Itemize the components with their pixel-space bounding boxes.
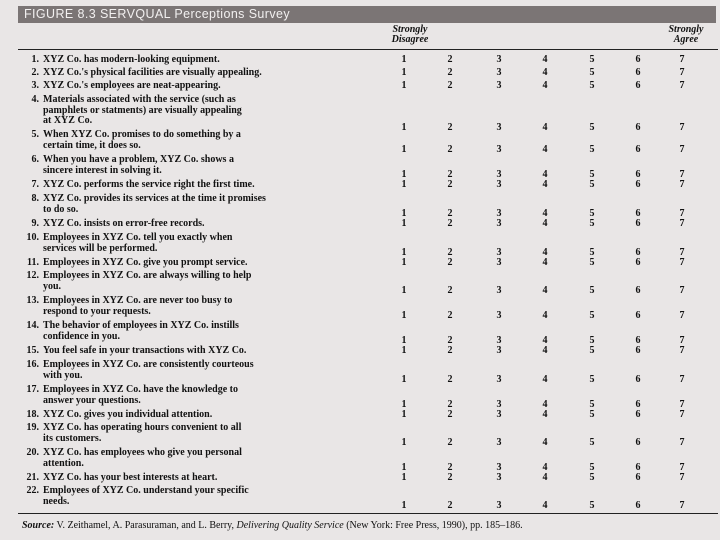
survey-item — [22, 423, 374, 444]
item-statement-line: Employees in XYZ Co. have the knowledge to — [43, 384, 239, 395]
rating-option-7[interactable]: 7 — [679, 67, 685, 78]
rating-option-4[interactable]: 4 — [542, 374, 548, 385]
rating-option-3[interactable]: 3 — [496, 208, 502, 219]
item-number: 16. — [26, 359, 39, 370]
rating-option-4[interactable]: 4 — [542, 345, 548, 356]
rating-option-5[interactable]: 5 — [589, 399, 595, 410]
rating-option-2[interactable]: 2 — [447, 257, 453, 268]
item-statement-line: You feel safe in your transactions with XYZ Co. — [43, 345, 247, 356]
survey-item — [22, 296, 374, 317]
rating-option-5[interactable]: 5 — [589, 54, 595, 65]
item-number: 18. — [26, 409, 39, 420]
rating-option-5[interactable]: 5 — [589, 472, 595, 483]
item-number: 2. — [31, 67, 39, 78]
item-statement-line: XYZ Co. has your best interests at heart. — [43, 472, 218, 483]
rating-option-6[interactable]: 6 — [635, 409, 641, 420]
rating-option-6[interactable]: 6 — [635, 247, 641, 258]
rating-option-4[interactable]: 4 — [542, 409, 548, 420]
rating-option-5[interactable]: 5 — [589, 500, 595, 511]
rating-option-4[interactable]: 4 — [542, 437, 548, 448]
rating-option-2[interactable]: 2 — [447, 285, 453, 296]
rating-option-7[interactable]: 7 — [679, 345, 685, 356]
rating-option-6[interactable]: 6 — [635, 285, 641, 296]
item-statement-line: to do so. — [43, 203, 79, 215]
rating-option-6[interactable]: 6 — [635, 218, 641, 229]
rating-option-4[interactable]: 4 — [542, 285, 548, 296]
survey-item — [22, 233, 374, 254]
rating-option-3[interactable]: 3 — [496, 437, 502, 448]
item-statement-line: its customers. — [43, 432, 102, 444]
item-number: 9. — [31, 218, 39, 229]
rating-option-6[interactable]: 6 — [635, 472, 641, 483]
source-citation — [22, 520, 712, 531]
survey-item — [22, 180, 374, 191]
item-statement-line: needs. — [43, 495, 70, 507]
source-authors: V. Zeithamel, A. Parasuraman, and L. Berry, — [54, 520, 237, 531]
rating-option-5[interactable]: 5 — [589, 122, 595, 133]
item-number: 22. — [26, 485, 39, 496]
item-statement-line: pamphlets or statments) are visually appealing — [43, 104, 242, 116]
item-number: 19. — [26, 422, 39, 433]
item-number: 4. — [31, 94, 39, 105]
rating-option-6[interactable]: 6 — [635, 335, 641, 346]
rating-option-2[interactable]: 2 — [447, 500, 453, 511]
rating-option-1[interactable]: 1 — [401, 500, 407, 511]
item-number: 5. — [31, 129, 39, 140]
rating-option-7[interactable]: 7 — [679, 247, 685, 258]
item-statement-line: XYZ Co.'s physical facilities are visually appealing. — [43, 67, 262, 78]
rating-option-2[interactable]: 2 — [447, 122, 453, 133]
item-number: 20. — [26, 447, 39, 458]
rating-option-5[interactable]: 5 — [589, 345, 595, 356]
rating-option-4[interactable]: 4 — [542, 462, 548, 473]
rating-option-4[interactable]: 4 — [542, 208, 548, 219]
rating-option-2[interactable]: 2 — [447, 247, 453, 258]
rating-option-5[interactable]: 5 — [589, 257, 595, 268]
rating-option-3[interactable]: 3 — [496, 345, 502, 356]
rating-option-3[interactable]: 3 — [496, 285, 502, 296]
rating-option-4[interactable]: 4 — [542, 310, 548, 321]
rating-option-7[interactable]: 7 — [679, 218, 685, 229]
rating-option-3[interactable]: 3 — [496, 218, 502, 229]
rating-option-3[interactable]: 3 — [496, 144, 502, 155]
rating-option-6[interactable]: 6 — [635, 437, 641, 448]
rating-option-1[interactable]: 1 — [401, 409, 407, 420]
rating-option-2[interactable]: 2 — [447, 472, 453, 483]
rating-option-5[interactable]: 5 — [589, 218, 595, 229]
item-statement-line: Materials associated with the service (such as — [43, 94, 236, 105]
item-statement-line: When you have a problem, XYZ Co. shows a — [43, 154, 234, 165]
item-number: 7. — [31, 179, 39, 190]
survey-item — [22, 258, 374, 269]
item-statement-line: at XYZ Co. — [43, 115, 93, 126]
item-statement-line: Employees of XYZ Co. understand your specific — [43, 485, 249, 496]
survey-item — [22, 410, 374, 421]
survey-item — [22, 346, 374, 357]
rating-option-7[interactable]: 7 — [679, 462, 685, 473]
rating-option-1[interactable]: 1 — [401, 310, 407, 321]
rating-option-5[interactable]: 5 — [589, 409, 595, 420]
rating-option-6[interactable]: 6 — [635, 144, 641, 155]
rating-option-4[interactable]: 4 — [542, 500, 548, 511]
source-publisher: (New York: Free Press, 1990), pp. 185–186. — [343, 520, 523, 531]
rating-option-4[interactable]: 4 — [542, 80, 548, 91]
rating-option-4[interactable]: 4 — [542, 122, 548, 133]
rating-option-5[interactable]: 5 — [589, 179, 595, 190]
rating-option-3[interactable]: 3 — [496, 310, 502, 321]
item-number: 10. — [26, 232, 39, 243]
rating-option-2[interactable]: 2 — [447, 409, 453, 420]
item-number: 8. — [31, 193, 39, 204]
scale-header-strongly-disagree: Strongly Disagree — [391, 24, 429, 45]
item-statement-line: Employees in XYZ Co. give you prompt service. — [43, 257, 248, 268]
figure-title-bar — [18, 6, 716, 23]
rating-option-5[interactable]: 5 — [589, 310, 595, 321]
rating-option-4[interactable]: 4 — [542, 218, 548, 229]
item-statement-line: attention. — [43, 457, 84, 469]
rating-option-3[interactable]: 3 — [496, 500, 502, 511]
rating-option-6[interactable]: 6 — [635, 310, 641, 321]
item-statement-line: respond to your requests. — [43, 305, 151, 317]
rating-option-2[interactable]: 2 — [447, 218, 453, 229]
rating-option-3[interactable]: 3 — [496, 472, 502, 483]
survey-item — [22, 385, 374, 406]
item-statement-line: XYZ Co. insists on error-free records. — [43, 218, 205, 229]
rating-option-2[interactable]: 2 — [447, 437, 453, 448]
rating-option-3[interactable]: 3 — [496, 409, 502, 420]
rating-option-5[interactable]: 5 — [589, 374, 595, 385]
rating-option-7[interactable]: 7 — [679, 179, 685, 190]
rating-option-1[interactable]: 1 — [401, 462, 407, 473]
rating-option-5[interactable]: 5 — [589, 144, 595, 155]
rating-option-6[interactable]: 6 — [635, 67, 641, 78]
survey-item — [22, 219, 374, 230]
rating-option-3[interactable]: 3 — [496, 179, 502, 190]
survey-item — [22, 55, 374, 66]
item-number: 17. — [26, 384, 39, 395]
rating-option-1[interactable]: 1 — [401, 67, 407, 78]
rating-option-4[interactable]: 4 — [542, 144, 548, 155]
item-statement-line: services will be performed. — [43, 242, 158, 254]
rating-option-1[interactable]: 1 — [401, 80, 407, 91]
item-statement-line: answer your questions. — [43, 394, 141, 406]
bottom-divider — [18, 513, 718, 514]
rating-option-6[interactable]: 6 — [635, 80, 641, 91]
source-label: Source: — [22, 520, 55, 531]
rating-option-1[interactable]: 1 — [401, 472, 407, 483]
item-number: 14. — [26, 320, 39, 331]
survey-item — [22, 194, 374, 215]
rating-option-3[interactable]: 3 — [496, 67, 502, 78]
rating-option-2[interactable]: 2 — [447, 335, 453, 346]
item-statement-line: XYZ Co. has operating hours convenient to all — [43, 422, 242, 433]
rating-option-7[interactable]: 7 — [679, 257, 685, 268]
item-statement-line: Employees in XYZ Co. are always willing to help — [43, 270, 252, 281]
rating-option-1[interactable]: 1 — [401, 437, 407, 448]
rating-option-6[interactable]: 6 — [635, 122, 641, 133]
rating-option-7[interactable]: 7 — [679, 374, 685, 385]
rating-option-7[interactable]: 7 — [679, 437, 685, 448]
rating-option-7[interactable]: 7 — [679, 144, 685, 155]
rating-option-3[interactable]: 3 — [496, 54, 502, 65]
item-number: 3. — [31, 80, 39, 91]
rating-option-7[interactable]: 7 — [679, 208, 685, 219]
rating-option-5[interactable]: 5 — [589, 437, 595, 448]
rating-option-5[interactable]: 5 — [589, 335, 595, 346]
rating-option-2[interactable]: 2 — [447, 80, 453, 91]
rating-option-2[interactable]: 2 — [447, 169, 453, 180]
rating-option-4[interactable]: 4 — [542, 472, 548, 483]
rating-option-2[interactable]: 2 — [447, 310, 453, 321]
rating-option-3[interactable]: 3 — [496, 374, 502, 385]
rating-option-3[interactable]: 3 — [496, 257, 502, 268]
rating-option-5[interactable]: 5 — [589, 208, 595, 219]
survey-item — [22, 473, 374, 484]
rating-option-4[interactable]: 4 — [542, 399, 548, 410]
item-statement-line: with you. — [43, 369, 83, 381]
rating-option-3[interactable]: 3 — [496, 462, 502, 473]
rating-option-6[interactable]: 6 — [635, 179, 641, 190]
rating-option-6[interactable]: 6 — [635, 399, 641, 410]
rating-option-3[interactable]: 3 — [496, 335, 502, 346]
item-number: 11. — [27, 257, 39, 268]
rating-option-5[interactable]: 5 — [589, 462, 595, 473]
survey-item — [22, 81, 374, 92]
rating-option-4[interactable]: 4 — [542, 335, 548, 346]
item-statement-line: XYZ Co.'s employees are neat-appearing. — [43, 80, 221, 91]
item-number: 15. — [26, 345, 39, 356]
item-statement-line: XYZ Co. provides its services at the time it promises — [43, 193, 266, 204]
survey-item — [22, 448, 374, 469]
survey-item — [22, 68, 374, 79]
rating-option-2[interactable]: 2 — [447, 208, 453, 219]
rating-option-7[interactable]: 7 — [679, 80, 685, 91]
item-statement-line: When XYZ Co. promises to do something by a — [43, 129, 241, 140]
rating-option-5[interactable]: 5 — [589, 67, 595, 78]
source-book-title: Delivering Quality Service — [236, 520, 344, 531]
rating-option-6[interactable]: 6 — [635, 374, 641, 385]
rating-option-5[interactable]: 5 — [589, 169, 595, 180]
rating-option-7[interactable]: 7 — [679, 472, 685, 483]
rating-option-2[interactable]: 2 — [447, 54, 453, 65]
rating-option-4[interactable]: 4 — [542, 54, 548, 65]
item-statement-line: confidence in you. — [43, 330, 120, 342]
rating-option-3[interactable]: 3 — [496, 122, 502, 133]
rating-option-1[interactable]: 1 — [401, 399, 407, 410]
rating-option-2[interactable]: 2 — [447, 374, 453, 385]
figure-title: FIGURE 8.3 SERVQUAL Perceptions Survey — [24, 7, 290, 21]
rating-option-4[interactable]: 4 — [542, 169, 548, 180]
item-statement-line: sincere interest in solving it. — [43, 164, 162, 176]
item-number: 13. — [26, 295, 39, 306]
rating-option-6[interactable]: 6 — [635, 257, 641, 268]
rating-option-6[interactable]: 6 — [635, 169, 641, 180]
rating-option-6[interactable]: 6 — [635, 462, 641, 473]
rating-option-7[interactable]: 7 — [679, 169, 685, 180]
item-statement-line: XYZ Co. gives you individual attention. — [43, 409, 213, 420]
item-statement-line: Employees in XYZ Co. tell you exactly when — [43, 232, 233, 243]
rating-option-5[interactable]: 5 — [589, 247, 595, 258]
rating-option-1[interactable]: 1 — [401, 179, 407, 190]
item-statement-line: The behavior of employees in XYZ Co. instills — [43, 320, 239, 331]
item-statement-line: Employees in XYZ Co. are consistently courteous — [43, 359, 254, 370]
rating-option-2[interactable]: 2 — [447, 144, 453, 155]
rating-option-7[interactable]: 7 — [679, 335, 685, 346]
item-statement-line: XYZ Co. performs the service right the first time. — [43, 179, 255, 190]
rating-option-1[interactable]: 1 — [401, 218, 407, 229]
item-statement-line: Employees in XYZ Co. are never too busy to — [43, 295, 233, 306]
rating-option-1[interactable]: 1 — [401, 247, 407, 258]
rating-option-1[interactable]: 1 — [401, 285, 407, 296]
rating-option-2[interactable]: 2 — [447, 179, 453, 190]
survey-item — [22, 360, 374, 381]
rating-option-1[interactable]: 1 — [401, 144, 407, 155]
rating-option-5[interactable]: 5 — [589, 285, 595, 296]
rating-option-1[interactable]: 1 — [401, 257, 407, 268]
rating-option-6[interactable]: 6 — [635, 500, 641, 511]
rating-option-4[interactable]: 4 — [542, 67, 548, 78]
survey-item — [22, 95, 374, 127]
rating-option-5[interactable]: 5 — [589, 80, 595, 91]
rating-option-1[interactable]: 1 — [401, 374, 407, 385]
item-statement-line: certain time, it does so. — [43, 139, 141, 151]
rating-option-7[interactable]: 7 — [679, 122, 685, 133]
rating-option-3[interactable]: 3 — [496, 80, 502, 91]
rating-option-3[interactable]: 3 — [496, 169, 502, 180]
rating-option-1[interactable]: 1 — [401, 169, 407, 180]
item-number: 1. — [31, 54, 39, 65]
rating-option-7[interactable]: 7 — [679, 409, 685, 420]
rating-option-7[interactable]: 7 — [679, 399, 685, 410]
rating-option-3[interactable]: 3 — [496, 247, 502, 258]
rating-option-4[interactable]: 4 — [542, 257, 548, 268]
rating-option-7[interactable]: 7 — [679, 54, 685, 65]
rating-option-7[interactable]: 7 — [679, 310, 685, 321]
rating-option-4[interactable]: 4 — [542, 179, 548, 190]
item-number: 21. — [26, 472, 39, 483]
rating-option-1[interactable]: 1 — [401, 345, 407, 356]
survey-item — [22, 271, 374, 292]
rating-option-6[interactable]: 6 — [635, 54, 641, 65]
scale-header-strongly-agree: Strongly Agree — [668, 24, 704, 45]
survey-item — [22, 155, 374, 176]
rating-option-6[interactable]: 6 — [635, 345, 641, 356]
top-divider — [18, 49, 718, 50]
rating-option-2[interactable]: 2 — [447, 462, 453, 473]
rating-option-1[interactable]: 1 — [401, 54, 407, 65]
rating-option-1[interactable]: 1 — [401, 208, 407, 219]
rating-option-3[interactable]: 3 — [496, 399, 502, 410]
rating-option-6[interactable]: 6 — [635, 208, 641, 219]
item-number: 6. — [31, 154, 39, 165]
rating-option-7[interactable]: 7 — [679, 500, 685, 511]
survey-item — [22, 321, 374, 342]
rating-option-1[interactable]: 1 — [401, 335, 407, 346]
item-statement-line: XYZ Co. has modern-looking equipment. — [43, 54, 220, 65]
item-number: 12. — [26, 270, 39, 281]
survey-item — [22, 486, 374, 507]
item-statement-line: you. — [43, 280, 62, 292]
rating-option-2[interactable]: 2 — [447, 399, 453, 410]
rating-option-1[interactable]: 1 — [401, 122, 407, 133]
rating-option-4[interactable]: 4 — [542, 247, 548, 258]
rating-option-2[interactable]: 2 — [447, 67, 453, 78]
rating-option-2[interactable]: 2 — [447, 345, 453, 356]
survey-item — [22, 130, 374, 151]
item-statement-line: XYZ Co. has employees who give you personal — [43, 447, 242, 458]
rating-option-7[interactable]: 7 — [679, 285, 685, 296]
